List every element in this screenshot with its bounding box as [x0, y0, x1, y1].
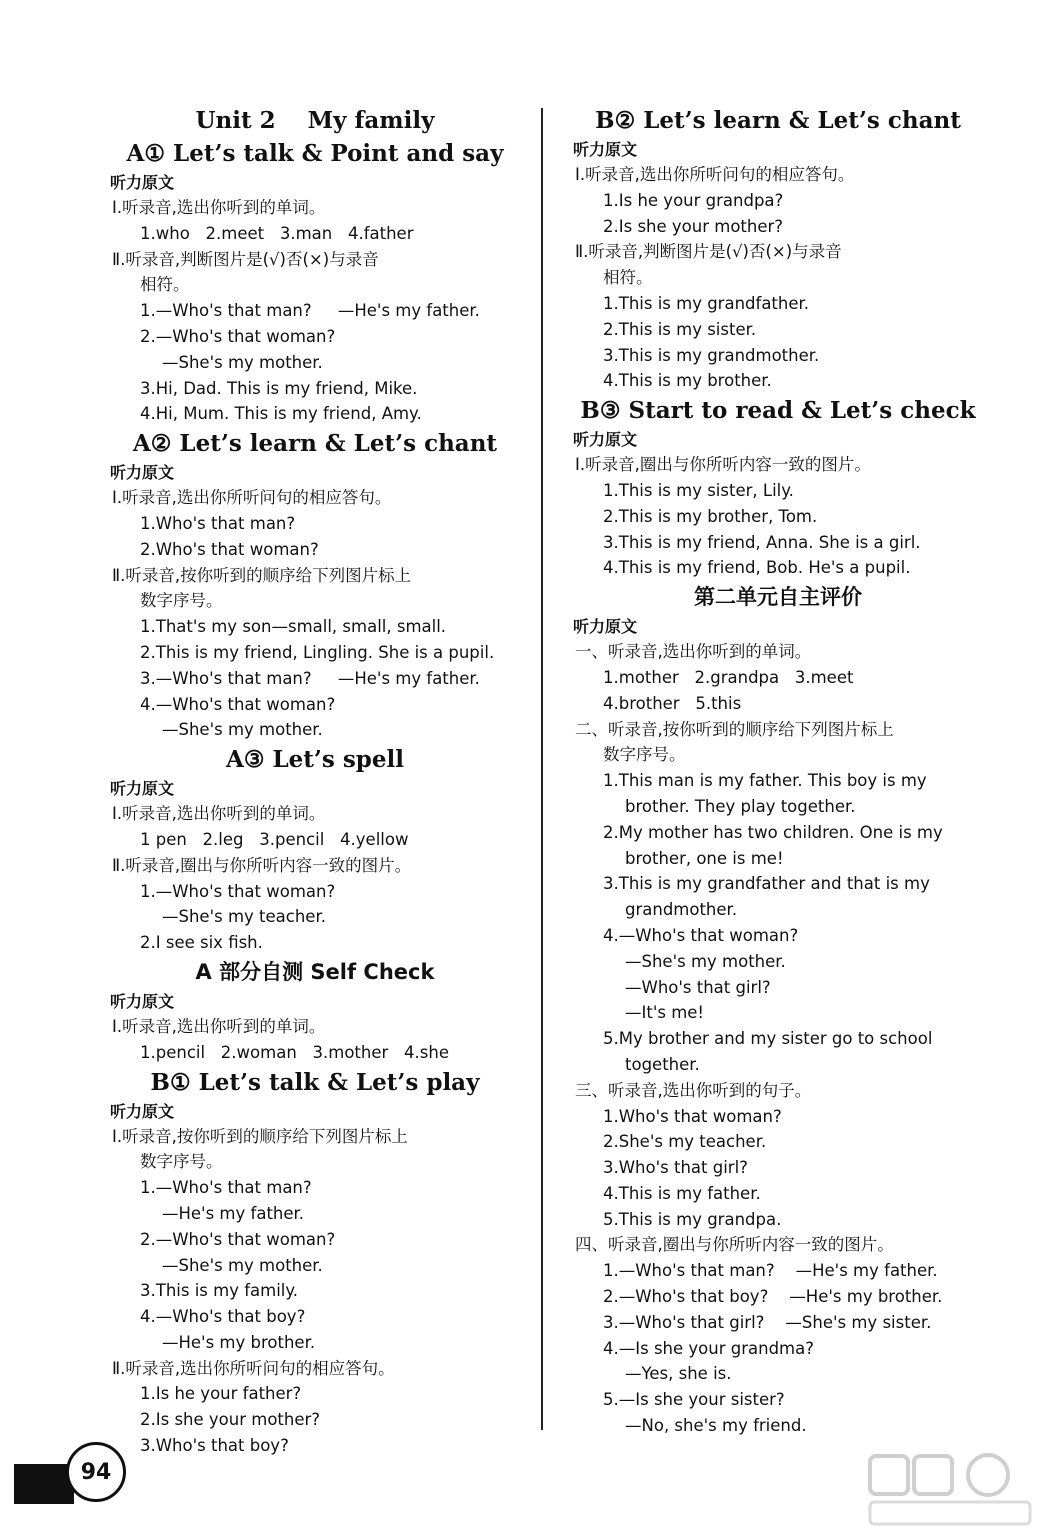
question-heading: Ⅰ.听录音,选出你听到的单词。	[112, 198, 326, 217]
answer-line: together.	[625, 1054, 700, 1074]
answer-line: 2.This is my brother, Tom.	[603, 506, 818, 526]
column-divider	[541, 108, 543, 1430]
section-a3-title: A③ Let’s spell	[225, 746, 404, 774]
answer-line: 1.—Who's that man? —He's my father.	[140, 301, 480, 321]
answer-line: brother. They play together.	[625, 796, 856, 816]
transcript-tag: 听力原文	[573, 140, 638, 159]
answer-line: 2.This is my sister.	[603, 319, 757, 339]
question-heading: Ⅰ.听录音,选出你听到的单词。	[112, 1016, 326, 1036]
answer-line: —He's my brother.	[162, 1332, 316, 1352]
answer-line: 3.—Who's that man? —He's my father.	[140, 668, 480, 688]
transcript-tag: 听力原文	[573, 430, 638, 450]
section-a1-title: A① Let’s talk & Point and say	[126, 140, 504, 167]
section-b1-title: B① Let’s talk & Let’s play	[150, 1068, 480, 1096]
answer-line: 1.mother 2.grandpa 3.meet	[603, 667, 854, 687]
answer-line: 2.Is she your mother?	[140, 1410, 321, 1430]
question-heading-cont: 数字序号。	[603, 745, 686, 765]
right-column	[573, 104, 983, 1439]
self-check-title-cn: A 部分自测	[195, 959, 304, 984]
question-heading: Ⅰ.听录音,选出你听到的单词。	[112, 804, 326, 824]
answer-line: 3.Hi, Dad. This is my friend, Mike.	[140, 378, 418, 398]
transcript-tag: 听力原文	[110, 1101, 175, 1121]
answer-line: 3.This is my family.	[140, 1281, 299, 1301]
answer-line: 5.My brother and my sister go to school	[603, 1029, 933, 1049]
transcript-tag: 听力原文	[110, 173, 175, 192]
answer-line: 2.—Who's that woman?	[140, 326, 336, 346]
answer-line: brother, one is me!	[625, 848, 784, 868]
answer-line: 1.This man is my father. This boy is my	[603, 771, 927, 791]
answer-line: —Yes, she is.	[625, 1364, 732, 1384]
answer-line: 1.who 2.meet 3.man 4.father	[140, 223, 414, 243]
answer-line: 2.This is my friend, Lingling. She is a pupil.	[140, 642, 495, 662]
transcript-tag: 听力原文	[110, 463, 175, 483]
section-b2-title: B② Let’s learn & Let’s chant	[595, 107, 961, 134]
question-heading: Ⅱ.听录音,按你听到的顺序给下列图片标上	[112, 565, 412, 585]
question-heading: Ⅰ.听录音,选出你所听问句的相应答句。	[575, 165, 855, 184]
section-b3-title: B③ Start to read & Let’s check	[580, 397, 976, 425]
question-heading: 四、听录音,圈出与你所听内容一致的图片。	[575, 1235, 894, 1255]
answer-line: 1.—Who's that man?	[140, 1178, 312, 1198]
answer-line: 3.Who's that girl?	[603, 1158, 748, 1178]
page-number: 94	[66, 1442, 126, 1502]
answer-line: 2.Is she your mother?	[603, 216, 784, 236]
answer-line: 4.This is my brother.	[603, 371, 772, 391]
question-heading: 一、听录音,选出你听到的单词。	[575, 642, 812, 662]
answer-line: 4.This is my friend, Bob. He's a pupil.	[603, 558, 911, 578]
answer-line: 1.That's my son—small, small, small.	[140, 617, 447, 637]
question-heading: Ⅰ.听录音,按你听到的顺序给下列图片标上	[112, 1126, 408, 1146]
answer-line: 1.Is he your grandpa?	[603, 190, 784, 210]
answer-line: 4.brother 5.this	[603, 693, 742, 713]
answer-line: 3.This is my grandfather and that is my	[603, 874, 930, 894]
answer-line: 1.Is he your father?	[140, 1384, 302, 1404]
answer-line: 1.—Who's that man? —He's my father.	[603, 1261, 938, 1281]
question-heading: 二、听录音,按你听到的顺序给下列图片标上	[575, 719, 894, 739]
answer-line: 4.Hi, Mum. This is my friend, Amy.	[140, 404, 422, 424]
answer-line: 4.—Who's that woman?	[603, 925, 799, 945]
answer-line: 4.This is my father.	[603, 1183, 761, 1203]
answer-line: —Who's that girl?	[625, 977, 771, 997]
question-heading: Ⅱ.听录音,选出你所听问句的相应答句。	[112, 1358, 395, 1378]
answer-line: 1.Who's that woman?	[603, 1106, 782, 1126]
answer-line: —She's my teacher.	[162, 907, 326, 927]
answer-line: 3.This is my friend, Anna. She is a girl.	[603, 532, 921, 552]
left-column	[110, 104, 520, 1459]
answer-line: 3.This is my grandmother.	[603, 345, 820, 365]
transcript-tag: 听力原文	[573, 617, 638, 637]
answer-line: 2.I see six fish.	[140, 933, 263, 953]
question-heading-cont: 数字序号。	[140, 591, 223, 611]
question-heading: Ⅱ.听录音,圈出与你所听内容一致的图片。	[112, 855, 412, 875]
watermark-logo	[866, 1450, 1036, 1530]
self-check-title	[110, 956, 520, 989]
answer-line: 1.—Who's that woman?	[140, 881, 336, 901]
answer-line: 2.—Who's that woman?	[140, 1229, 336, 1249]
answer-line: 1.pencil 2.woman 3.mother 4.she	[140, 1042, 449, 1062]
answer-line: —She's my mother.	[162, 1255, 323, 1275]
section-a2-title: A② Let’s learn & Let’s chant	[132, 430, 498, 458]
page-number-badge	[14, 1440, 114, 1510]
answer-line: 4.—Is she your grandma?	[603, 1338, 814, 1358]
answer-line: 5.This is my grandpa.	[603, 1209, 782, 1229]
answer-line: 4.—Who's that woman?	[140, 694, 336, 714]
answer-line: 3.Who's that boy?	[140, 1436, 289, 1456]
answer-line: 2.Who's that woman?	[140, 539, 319, 559]
answer-line: 1 pen 2.leg 3.pencil 4.yellow	[140, 829, 409, 849]
transcript-tag: 听力原文	[110, 779, 175, 799]
transcript-tag: 听力原文	[110, 991, 175, 1011]
answer-line: 1.Who's that man?	[140, 513, 296, 533]
question-heading-cont: 数字序号。	[140, 1152, 223, 1172]
question-heading-cont: 相符。	[140, 275, 190, 295]
answer-line: grandmother.	[625, 900, 738, 920]
answer-line: 3.—Who's that girl? —She's my sister.	[603, 1312, 932, 1332]
answer-line: 1.This is my sister, Lily.	[603, 480, 794, 500]
question-heading: 三、听录音,选出你听到的句子。	[575, 1080, 812, 1100]
answer-line: 5.—Is she your sister?	[603, 1390, 785, 1410]
question-heading: Ⅱ.听录音,判断图片是(√)否(×)与录音	[112, 249, 379, 269]
answer-line: 2.—Who's that boy? —He's my brother.	[603, 1287, 943, 1307]
answer-line: —He's my father.	[162, 1203, 305, 1223]
question-heading: Ⅱ.听录音,判断图片是(√)否(×)与录音	[575, 242, 842, 262]
self-check-title-en: Self Check	[303, 959, 435, 984]
answer-line: —No, she's my friend.	[625, 1416, 807, 1436]
unit-title: Unit 2 My family	[195, 107, 435, 134]
question-heading: Ⅰ.听录音,圈出与你所听内容一致的图片。	[575, 455, 871, 475]
answer-line: —She's my mother.	[162, 720, 323, 740]
answer-line: —She's my mother.	[625, 951, 786, 971]
answer-line: 2.She's my teacher.	[603, 1132, 767, 1152]
question-heading-cont: 相符。	[603, 268, 653, 288]
answer-line: 4.—Who's that boy?	[140, 1307, 306, 1327]
question-heading: Ⅰ.听录音,选出你所听问句的相应答句。	[112, 488, 392, 508]
answer-line: 1.This is my grandfather.	[603, 293, 810, 313]
answer-line: —She's my mother.	[162, 352, 323, 372]
answer-line: 2.My mother has two children. One is my	[603, 822, 943, 842]
answer-line: —It's me!	[625, 1003, 705, 1023]
page-tab-bar	[14, 1464, 74, 1504]
unit-evaluation-title: 第二单元自主评价	[694, 585, 862, 610]
